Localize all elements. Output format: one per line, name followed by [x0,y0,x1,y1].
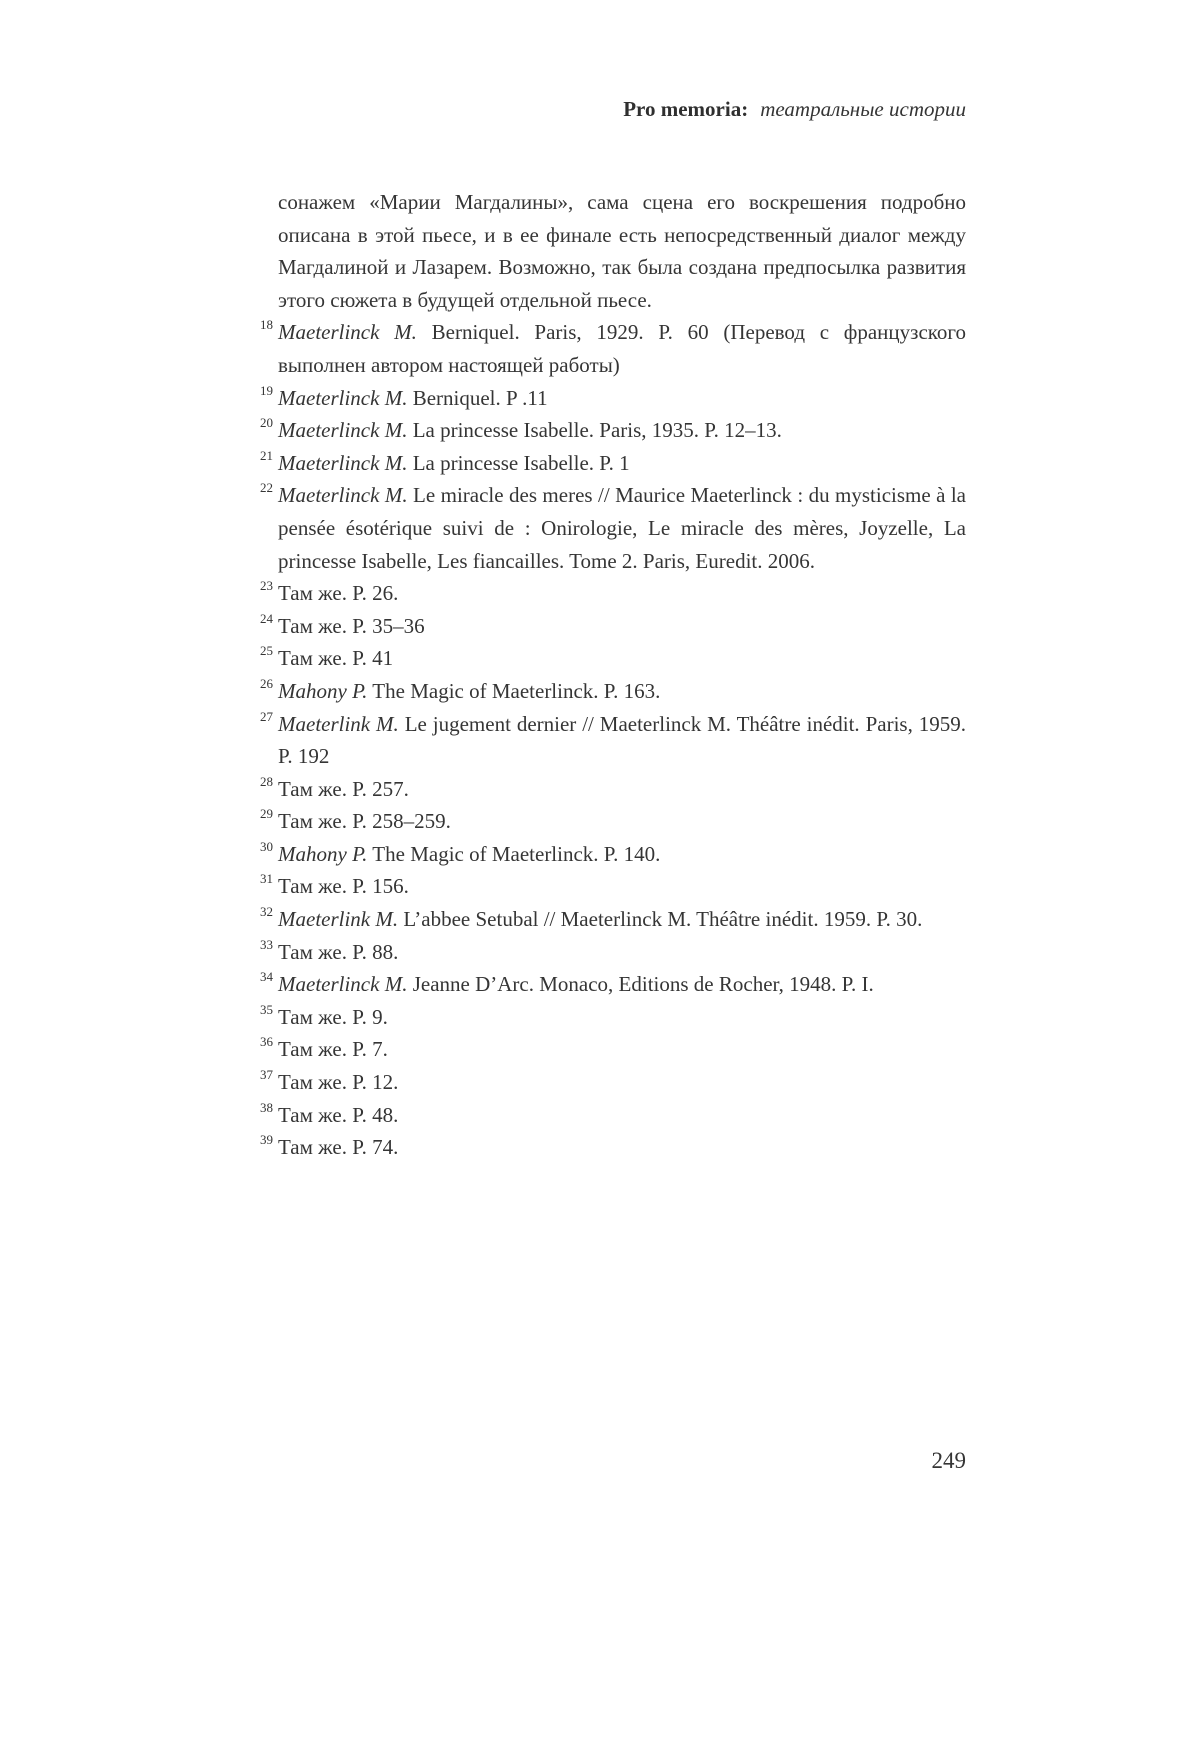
note-item [260,805,966,838]
note-number: 26 [260,675,273,691]
note-item [260,675,966,708]
note-item [260,1001,966,1034]
note-number: 18 [260,317,273,333]
note-number: 19 [260,382,273,398]
note-text: Там же. P. 12. [278,1070,399,1095]
note-number: 25 [260,643,273,659]
note-item [260,1131,966,1164]
note-text: Maeterlinck M. Jeanne D’Arc. Monaco, Editions de Rocher, 1948. P. I. [278,972,874,997]
note-item [260,447,966,480]
note-text: Maeterlink M. L’abbee Setubal // Maeterlinck M. Théâtre inédit. 1959. P. 30. [278,907,923,932]
note-text: Там же. P. 156. [278,874,409,899]
note-item [260,414,966,447]
running-head-title: Pro memoria: [623,97,749,121]
note-text: Там же. P. 7. [278,1037,388,1062]
note-text: Там же. P. 9. [278,1004,388,1029]
intro-paragraph: сонажем «Марии Магдалины», сама сцена его воскрешения подробно описана в этой пьесе, и в ее финале есть непосредственный диалог между Магдалиной и Лазарем. Возможно, так была создана предпосылка развития этого сюжета в будущей отдельной пьесе. [278,190,966,312]
note-text: Mahony P. The Magic of Maeterlinck. P. 163. [278,678,661,703]
note-text: Там же. P. 35–36 [278,613,425,638]
running-head [278,96,966,122]
note-item [260,903,966,936]
note-author: Maeterlinck M. [278,972,408,997]
note-number: 23 [260,578,273,594]
note-item [260,316,966,381]
note-item [260,870,966,903]
note-text: Там же. P. 74. [278,1135,399,1160]
note-number: 36 [260,1034,273,1050]
note-item [260,773,966,806]
note-text: Там же. P. 26. [278,581,399,606]
note-number: 30 [260,838,273,854]
note-text: Там же. P. 41 [278,646,394,671]
note-item [260,708,966,773]
note-text: Там же. P. 48. [278,1102,399,1127]
note-item [260,577,966,610]
note-author: Maeterlinck M. [278,320,417,345]
note-item [260,610,966,643]
note-number: 39 [260,1132,273,1148]
note-number: 22 [260,480,273,496]
note-number: 32 [260,904,273,920]
note-text: Maeterlinck M. Berniquel. P .11 [278,385,548,410]
note-author: Maeterlink M. [278,711,399,736]
note-number: 27 [260,708,273,724]
note-item [260,1066,966,1099]
running-head-subtitle: театральные истории [760,97,966,121]
note-number: 37 [260,1067,273,1083]
note-item [260,642,966,675]
note-text: Maeterlinck M. Le miracle des meres // Maurice Maeterlinck : du mysticisme à la pensée ésotérique suivi de : Onirologie, Le miracle des mères, Joyzelle, La princesse Isabelle, Les fiancailles. Tome 2. Paris, Euredit. 2006. [278,483,966,573]
page-number: 249 [931,1448,966,1473]
note-text: Maeterlinck M. La princesse Isabelle. Paris, 1935. P. 12–13. [278,418,782,443]
note-text: Maeterlinck M. La princesse Isabelle. P. 1 [278,450,630,475]
note-number: 38 [260,1099,273,1115]
notes-list [260,316,966,1163]
note-number: 33 [260,936,273,952]
note-item [260,838,966,871]
note-number: 29 [260,806,273,822]
note-item [260,382,966,415]
note-author: Mahony P. [278,841,368,866]
note-text: Там же. P. 88. [278,939,399,964]
note-number: 31 [260,871,273,887]
note-number: 35 [260,1001,273,1017]
note-item [260,968,966,1001]
note-number: 20 [260,415,273,431]
note-author: Mahony P. [278,678,368,703]
note-text: Там же. P. 258–259. [278,809,451,834]
note-item [260,1099,966,1132]
note-number: 34 [260,969,273,985]
note-number: 28 [260,773,273,789]
note-author: Maeterlinck M. [278,483,408,508]
note-author: Maeterlink M. [278,907,399,932]
note-text: Maeterlinck M. Berniquel. Paris, 1929. P. 60 (Перевод с французского выполнен автором настоящей работы) [278,320,966,377]
note-item [260,936,966,969]
text-column [260,186,966,1164]
note-author: Maeterlinck M. [278,450,408,475]
note-number: 24 [260,610,273,626]
note-number: 21 [260,447,273,463]
note-author: Maeterlinck M. [278,418,408,443]
note-item [260,1033,966,1066]
note-text: Mahony P. The Magic of Maeterlinck. P. 140. [278,841,661,866]
note-text: Maeterlink M. Le jugement dernier // Maeterlinck M. Théâtre inédit. Paris, 1959. P. 192 [278,711,966,769]
note-author: Maeterlinck M. [278,385,408,410]
note-item [260,479,966,577]
note-text: Там же. P. 257. [278,776,409,801]
